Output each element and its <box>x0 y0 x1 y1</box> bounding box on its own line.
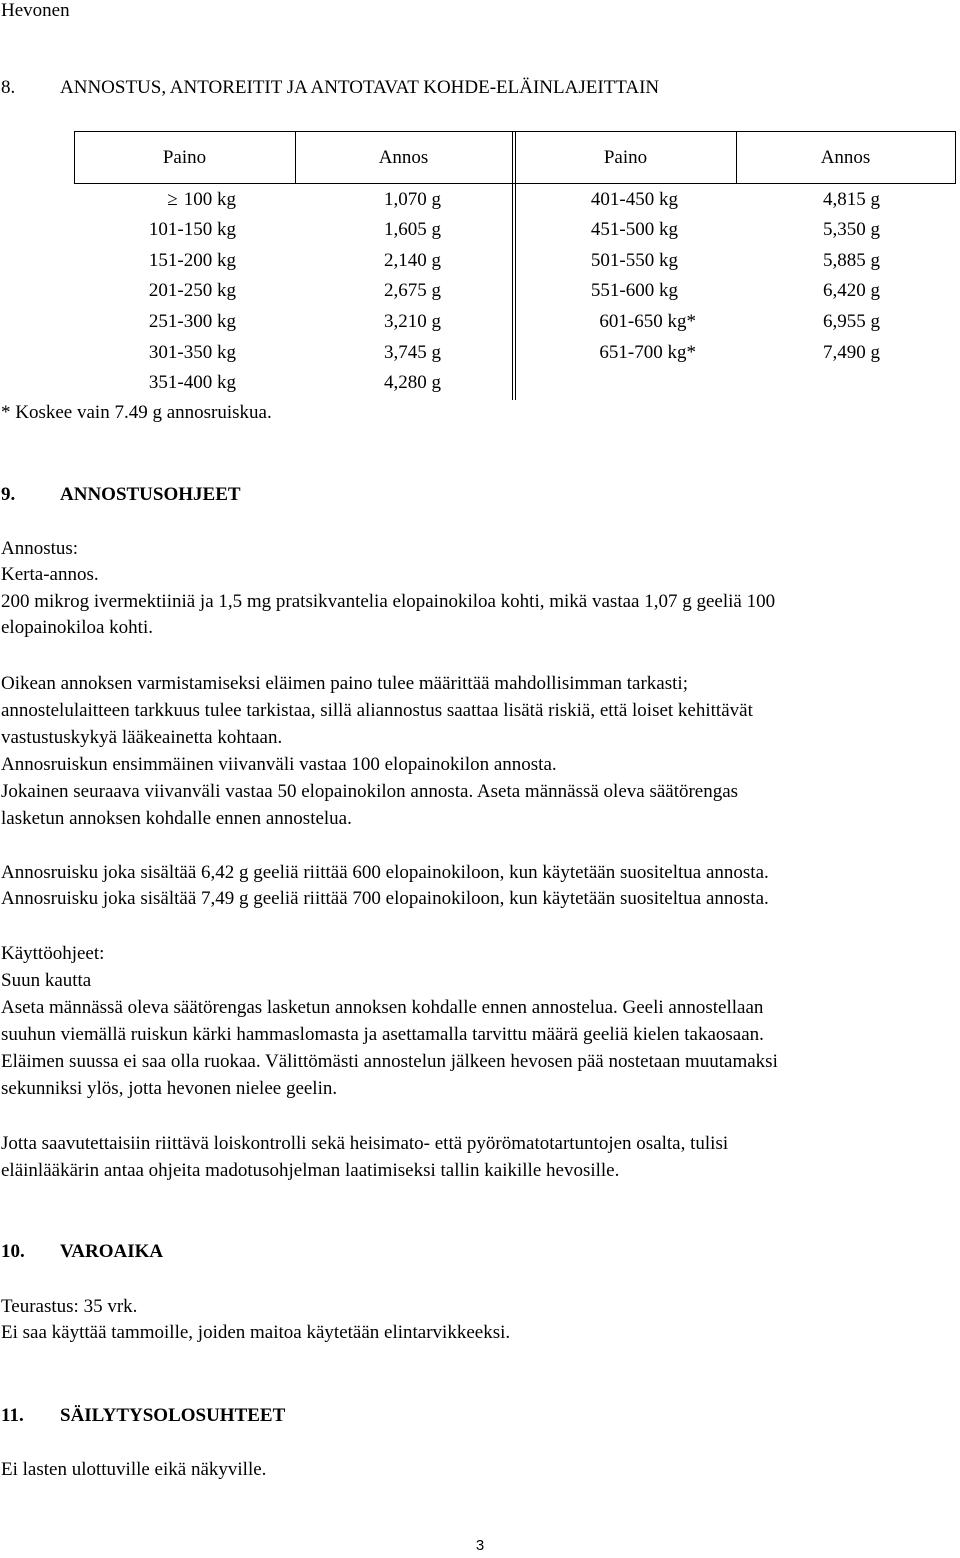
greater-equal-icon: ≥ <box>167 189 178 210</box>
table-cell-dose: 7,490 g <box>823 342 880 363</box>
paragraph-line: Annosruiskun ensimmäinen viivanväli vastaa 100 elopainokilon annosta. <box>1 754 557 775</box>
paragraph-line: sekunniksi ylös, jotta hevonen nielee geelin. <box>1 1078 338 1099</box>
table-cell-dose: 2,140 g <box>384 250 441 271</box>
section-8-heading <box>1 77 659 99</box>
table-divider <box>512 131 513 400</box>
paragraph-line: Ei saa käyttää tammoille, joiden maitoa käytetään elintarvikkeeksi. <box>1 1322 511 1343</box>
table-cell-dose: 3,210 g <box>384 311 441 332</box>
table-cell-dose: 2,675 g <box>384 280 441 301</box>
table-cell-dose: 5,350 g <box>823 219 880 240</box>
paragraph-line: eläinlääkärin antaa ohjeita madotusohjelman laatimiseksi tallin kaikille hevosille. <box>1 1160 620 1181</box>
section-10-title: VAROAIKA <box>60 1241 164 1262</box>
section-11-title: SÄILYTYSOLOSUHTEET <box>60 1405 286 1426</box>
paragraph-line: vastustuskykyä lääkeainetta kohtaan. <box>1 727 283 748</box>
table-cell-weight: 651-700 kg* <box>599 342 696 363</box>
section-8-number: 8. <box>1 77 16 98</box>
section-10-number: 10. <box>1 1241 25 1262</box>
page-number: 3 <box>475 1537 485 1554</box>
table-cell-weight: 401-450 kg <box>590 189 678 210</box>
paragraph-line: Ei lasten ulottuville eikä näkyville. <box>1 1459 267 1480</box>
table-cell-weight: 301-350 kg <box>148 342 236 363</box>
section-9-number: 9. <box>1 484 16 505</box>
paragraph-line: Jotta saavutettaisiin riittävä loiskontrolli sekä heisimato- että pyörömatotartuntojen osalta, tulisi <box>1 1133 729 1154</box>
dosage-table <box>74 131 956 400</box>
section-10-heading <box>1 1241 163 1263</box>
table-cell-weight: 601-650 kg* <box>599 311 696 332</box>
table-cell-weight: 551-600 kg <box>590 280 678 301</box>
section-8-title: ANNOSTUS, ANTOREITIT JA ANTOTAVAT KOHDE-ELÄINLAJEITTAIN <box>60 77 660 98</box>
paragraph-line: 200 mikrog ivermektiiniä ja 1,5 mg pratsikvantelia elopainokiloa kohti, mikä vastaa 1,07 g geeliä 100 <box>1 591 776 612</box>
paragraph-line: lasketun annoksen kohdalle ennen annostelua. <box>1 808 352 829</box>
usage-label: Käyttöohjeet: <box>1 943 105 964</box>
table-cell-dose: 5,885 g <box>823 250 880 271</box>
table-cell-dose: 6,420 g <box>823 280 880 301</box>
section-9-heading <box>1 484 241 506</box>
dosage-label: Annostus: <box>1 538 79 559</box>
section-11-number: 11. <box>1 1405 24 1426</box>
table-cell-dose: 4,815 g <box>823 189 880 210</box>
table-cell-dose: 1,070 g <box>384 189 441 210</box>
paragraph-line: Teurastus: 35 vrk. <box>1 1296 138 1317</box>
table-header-weight: Paino <box>603 147 648 168</box>
table-footnote: * Koskee vain 7.49 g annosruiskua. <box>1 402 272 423</box>
paragraph-line: Eläimen suussa ei saa olla ruokaa. Välittömästi annostelun jälkeen hevosen pää nostetaan muutamaksi <box>1 1051 778 1072</box>
paragraph-line: Oikean annoksen varmistamiseksi eläimen paino tulee määrittää mahdollisimman tarkasti; <box>1 673 688 694</box>
table-cell-dose: 1,605 g <box>384 219 441 240</box>
table-cell-weight: 351-400 kg <box>148 372 236 393</box>
table-cell-dose: 3,745 g <box>384 342 441 363</box>
paragraph-line: Jokainen seuraava viivanväli vastaa 50 elopainokilon annosta. Aseta männässä oleva säätörengas <box>1 781 739 802</box>
paragraph-line: Annosruisku joka sisältää 6,42 g geeliä riittää 600 elopainokiloon, kun käytetään suositeltua annosta. <box>1 862 769 883</box>
section-9-title: ANNOSTUSOHJEET <box>60 484 241 505</box>
paragraph-line: Annosruisku joka sisältää 7,49 g geeliä riittää 700 elopainokiloon, kun käytetään suositeltua annosta. <box>1 888 769 909</box>
table-header-weight: Paino <box>162 147 207 168</box>
table-cell-weight: 201-250 kg <box>148 280 236 301</box>
paragraph-line: Suun kautta <box>1 970 92 991</box>
table-divider <box>955 131 956 184</box>
table-cell-dose: 4,280 g <box>384 372 441 393</box>
table-header-dose: Annos <box>820 147 871 168</box>
table-cell-weight: 501-550 kg <box>590 250 678 271</box>
section-11-heading <box>1 1405 285 1427</box>
paragraph-line: suuhun viemällä ruiskun kärki hammaslomasta ja asettamalla tarvittu määrä geeliä kielen takaosaan. <box>1 1024 764 1045</box>
table-cell-weight: 251-300 kg <box>148 311 236 332</box>
paragraph-line: Aseta männässä oleva säätörengas lasketun annoksen kohdalle ennen annostelua. Geeli annostellaan <box>1 997 764 1018</box>
paragraph-line: elopainokiloa kohti. <box>1 617 153 638</box>
table-cell-dose: 6,955 g <box>823 311 880 332</box>
table-cell-weight: 101-150 kg <box>148 219 236 240</box>
paragraph-line: annostelulaitteen tarkkuus tulee tarkistaa, sillä aliannostus saattaa lisätä riskiä, että loiset kehittävät <box>1 700 753 721</box>
table-cell-weight: 451-500 kg <box>590 219 678 240</box>
paragraph-line: Kerta-annos. <box>1 564 99 585</box>
table-cell-weight: 151-200 kg <box>148 250 236 271</box>
table-cell-weight: ≥ 100 kg <box>167 189 236 210</box>
product-header: Hevonen <box>1 0 70 21</box>
table-header-dose: Annos <box>378 147 429 168</box>
